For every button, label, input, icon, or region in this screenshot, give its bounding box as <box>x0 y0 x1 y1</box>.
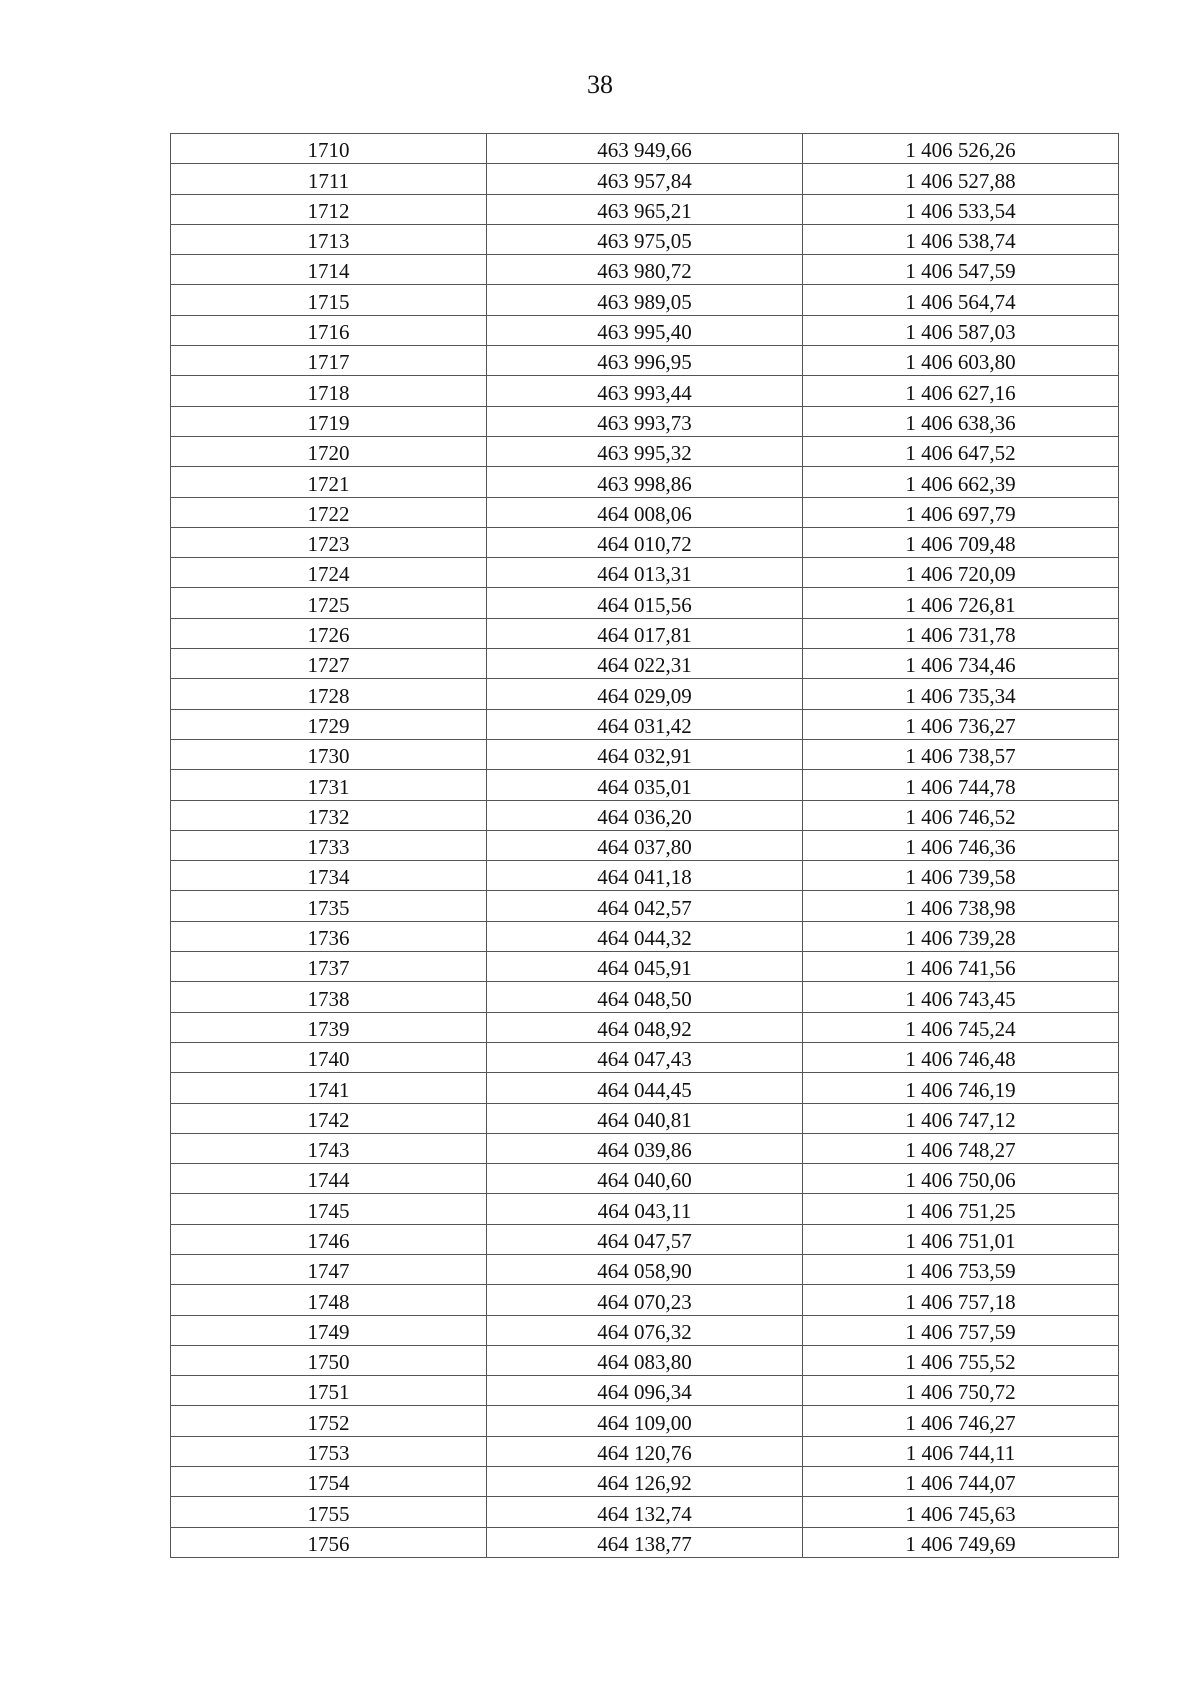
y-coordinate-cell: 1 406 587,03 <box>803 315 1119 345</box>
x-coordinate-cell: 464 120,76 <box>487 1436 803 1466</box>
table-row <box>171 952 1119 982</box>
table-row <box>171 1042 1119 1072</box>
y-coordinate-cell: 1 406 745,63 <box>803 1497 1119 1527</box>
y-coordinate-cell: 1 406 746,27 <box>803 1406 1119 1436</box>
point-number-cell: 1754 <box>171 1467 487 1497</box>
x-coordinate-cell: 464 043,11 <box>487 1194 803 1224</box>
y-coordinate-cell: 1 406 744,78 <box>803 770 1119 800</box>
point-number-cell: 1712 <box>171 194 487 224</box>
x-coordinate-cell: 464 096,34 <box>487 1376 803 1406</box>
point-number-cell: 1734 <box>171 861 487 891</box>
y-coordinate-cell: 1 406 746,52 <box>803 800 1119 830</box>
table-row <box>171 467 1119 497</box>
y-coordinate-cell: 1 406 538,74 <box>803 224 1119 254</box>
table-row <box>171 1345 1119 1375</box>
x-coordinate-cell: 463 993,44 <box>487 376 803 406</box>
y-coordinate-cell: 1 406 739,58 <box>803 861 1119 891</box>
table-row <box>171 770 1119 800</box>
table-row <box>171 194 1119 224</box>
table-row <box>171 346 1119 376</box>
table-row <box>171 436 1119 466</box>
point-number-cell: 1729 <box>171 709 487 739</box>
table-row <box>171 558 1119 588</box>
y-coordinate-cell: 1 406 747,12 <box>803 1103 1119 1133</box>
y-coordinate-cell: 1 406 744,11 <box>803 1436 1119 1466</box>
x-coordinate-cell: 464 044,45 <box>487 1073 803 1103</box>
point-number-cell: 1756 <box>171 1527 487 1557</box>
y-coordinate-cell: 1 406 662,39 <box>803 467 1119 497</box>
table-row <box>171 406 1119 436</box>
point-number-cell: 1745 <box>171 1194 487 1224</box>
point-number-cell: 1755 <box>171 1497 487 1527</box>
table-row <box>171 1194 1119 1224</box>
table-row <box>171 1073 1119 1103</box>
x-coordinate-cell: 464 039,86 <box>487 1133 803 1163</box>
y-coordinate-cell: 1 406 734,46 <box>803 649 1119 679</box>
table-row <box>171 830 1119 860</box>
point-number-cell: 1731 <box>171 770 487 800</box>
table-row <box>171 921 1119 951</box>
table-row <box>171 164 1119 194</box>
point-number-cell: 1726 <box>171 618 487 648</box>
x-coordinate-cell: 464 015,56 <box>487 588 803 618</box>
table-row <box>171 709 1119 739</box>
point-number-cell: 1749 <box>171 1315 487 1345</box>
x-coordinate-cell: 464 044,32 <box>487 921 803 951</box>
point-number-cell: 1719 <box>171 406 487 436</box>
point-number-cell: 1720 <box>171 436 487 466</box>
y-coordinate-cell: 1 406 647,52 <box>803 436 1119 466</box>
table-row <box>171 649 1119 679</box>
table-row <box>171 1133 1119 1163</box>
point-number-cell: 1735 <box>171 891 487 921</box>
y-coordinate-cell: 1 406 746,19 <box>803 1073 1119 1103</box>
point-number-cell: 1717 <box>171 346 487 376</box>
y-coordinate-cell: 1 406 726,81 <box>803 588 1119 618</box>
y-coordinate-cell: 1 406 746,48 <box>803 1042 1119 1072</box>
table-row <box>171 1436 1119 1466</box>
y-coordinate-cell: 1 406 627,16 <box>803 376 1119 406</box>
x-coordinate-cell: 463 989,05 <box>487 285 803 315</box>
y-coordinate-cell: 1 406 738,57 <box>803 739 1119 769</box>
coordinates-table <box>170 133 1119 1558</box>
y-coordinate-cell: 1 406 741,56 <box>803 952 1119 982</box>
table-row <box>171 134 1119 164</box>
table-row <box>171 1497 1119 1527</box>
y-coordinate-cell: 1 406 547,59 <box>803 255 1119 285</box>
x-coordinate-cell: 463 957,84 <box>487 164 803 194</box>
x-coordinate-cell: 463 995,40 <box>487 315 803 345</box>
point-number-cell: 1715 <box>171 285 487 315</box>
y-coordinate-cell: 1 406 746,36 <box>803 830 1119 860</box>
table-row <box>171 285 1119 315</box>
point-number-cell: 1721 <box>171 467 487 497</box>
x-coordinate-cell: 464 010,72 <box>487 527 803 557</box>
x-coordinate-cell: 463 998,86 <box>487 467 803 497</box>
page-number: 38 <box>587 70 613 99</box>
x-coordinate-cell: 464 076,32 <box>487 1315 803 1345</box>
y-coordinate-cell: 1 406 739,28 <box>803 921 1119 951</box>
table-row <box>171 315 1119 345</box>
point-number-cell: 1723 <box>171 527 487 557</box>
point-number-cell: 1741 <box>171 1073 487 1103</box>
table-row <box>171 739 1119 769</box>
x-coordinate-cell: 464 008,06 <box>487 497 803 527</box>
table-row <box>171 224 1119 254</box>
table-row <box>171 982 1119 1012</box>
table-row <box>171 800 1119 830</box>
table-row <box>171 1224 1119 1254</box>
table-row <box>171 527 1119 557</box>
x-coordinate-cell: 464 031,42 <box>487 709 803 739</box>
table-row <box>171 1012 1119 1042</box>
x-coordinate-cell: 463 995,32 <box>487 436 803 466</box>
y-coordinate-cell: 1 406 751,01 <box>803 1224 1119 1254</box>
point-number-cell: 1736 <box>171 921 487 951</box>
x-coordinate-cell: 464 045,91 <box>487 952 803 982</box>
point-number-cell: 1738 <box>171 982 487 1012</box>
y-coordinate-cell: 1 406 709,48 <box>803 527 1119 557</box>
point-number-cell: 1746 <box>171 1224 487 1254</box>
table-row <box>171 376 1119 406</box>
point-number-cell: 1739 <box>171 1012 487 1042</box>
x-coordinate-cell: 464 058,90 <box>487 1254 803 1284</box>
table-row <box>171 861 1119 891</box>
y-coordinate-cell: 1 406 750,06 <box>803 1164 1119 1194</box>
point-number-cell: 1751 <box>171 1376 487 1406</box>
y-coordinate-cell: 1 406 736,27 <box>803 709 1119 739</box>
point-number-cell: 1716 <box>171 315 487 345</box>
point-number-cell: 1748 <box>171 1285 487 1315</box>
point-number-cell: 1740 <box>171 1042 487 1072</box>
x-coordinate-cell: 463 975,05 <box>487 224 803 254</box>
point-number-cell: 1744 <box>171 1164 487 1194</box>
table-row <box>171 1164 1119 1194</box>
table-row <box>171 497 1119 527</box>
point-number-cell: 1710 <box>171 134 487 164</box>
y-coordinate-cell: 1 406 720,09 <box>803 558 1119 588</box>
point-number-cell: 1732 <box>171 800 487 830</box>
x-coordinate-cell: 464 022,31 <box>487 649 803 679</box>
y-coordinate-cell: 1 406 755,52 <box>803 1345 1119 1375</box>
y-coordinate-cell: 1 406 745,24 <box>803 1012 1119 1042</box>
point-number-cell: 1728 <box>171 679 487 709</box>
x-coordinate-cell: 464 109,00 <box>487 1406 803 1436</box>
point-number-cell: 1742 <box>171 1103 487 1133</box>
x-coordinate-cell: 464 041,18 <box>487 861 803 891</box>
y-coordinate-cell: 1 406 697,79 <box>803 497 1119 527</box>
point-number-cell: 1713 <box>171 224 487 254</box>
point-number-cell: 1737 <box>171 952 487 982</box>
y-coordinate-cell: 1 406 738,98 <box>803 891 1119 921</box>
table-row <box>171 588 1119 618</box>
table-row <box>171 1406 1119 1436</box>
x-coordinate-cell: 464 017,81 <box>487 618 803 648</box>
point-number-cell: 1722 <box>171 497 487 527</box>
x-coordinate-cell: 464 040,81 <box>487 1103 803 1133</box>
point-number-cell: 1724 <box>171 558 487 588</box>
table-row <box>171 1315 1119 1345</box>
y-coordinate-cell: 1 406 749,69 <box>803 1527 1119 1557</box>
y-coordinate-cell: 1 406 533,54 <box>803 194 1119 224</box>
y-coordinate-cell: 1 406 527,88 <box>803 164 1119 194</box>
x-coordinate-cell: 463 993,73 <box>487 406 803 436</box>
x-coordinate-cell: 464 032,91 <box>487 739 803 769</box>
x-coordinate-cell: 463 996,95 <box>487 346 803 376</box>
y-coordinate-cell: 1 406 743,45 <box>803 982 1119 1012</box>
point-number-cell: 1752 <box>171 1406 487 1436</box>
table-row <box>171 1376 1119 1406</box>
table-row <box>171 891 1119 921</box>
x-coordinate-cell: 464 040,60 <box>487 1164 803 1194</box>
x-coordinate-cell: 464 035,01 <box>487 770 803 800</box>
point-number-cell: 1725 <box>171 588 487 618</box>
x-coordinate-cell: 464 029,09 <box>487 679 803 709</box>
point-number-cell: 1714 <box>171 255 487 285</box>
y-coordinate-cell: 1 406 750,72 <box>803 1376 1119 1406</box>
point-number-cell: 1747 <box>171 1254 487 1284</box>
x-coordinate-cell: 463 949,66 <box>487 134 803 164</box>
y-coordinate-cell: 1 406 757,18 <box>803 1285 1119 1315</box>
x-coordinate-cell: 464 048,50 <box>487 982 803 1012</box>
point-number-cell: 1718 <box>171 376 487 406</box>
table-row <box>171 618 1119 648</box>
point-number-cell: 1730 <box>171 739 487 769</box>
table-row <box>171 1467 1119 1497</box>
point-number-cell: 1733 <box>171 830 487 860</box>
x-coordinate-cell: 464 013,31 <box>487 558 803 588</box>
x-coordinate-cell: 464 048,92 <box>487 1012 803 1042</box>
x-coordinate-cell: 464 037,80 <box>487 830 803 860</box>
x-coordinate-cell: 463 965,21 <box>487 194 803 224</box>
table-row <box>171 1254 1119 1284</box>
table-row <box>171 679 1119 709</box>
point-number-cell: 1743 <box>171 1133 487 1163</box>
table-row <box>171 255 1119 285</box>
point-number-cell: 1750 <box>171 1345 487 1375</box>
y-coordinate-cell: 1 406 751,25 <box>803 1194 1119 1224</box>
y-coordinate-cell: 1 406 731,78 <box>803 618 1119 648</box>
x-coordinate-cell: 464 036,20 <box>487 800 803 830</box>
y-coordinate-cell: 1 406 603,80 <box>803 346 1119 376</box>
table-row <box>171 1527 1119 1557</box>
coordinates-table-body <box>171 134 1119 1558</box>
x-coordinate-cell: 464 070,23 <box>487 1285 803 1315</box>
table-row <box>171 1285 1119 1315</box>
y-coordinate-cell: 1 406 757,59 <box>803 1315 1119 1345</box>
point-number-cell: 1753 <box>171 1436 487 1466</box>
y-coordinate-cell: 1 406 638,36 <box>803 406 1119 436</box>
y-coordinate-cell: 1 406 564,74 <box>803 285 1119 315</box>
x-coordinate-cell: 464 042,57 <box>487 891 803 921</box>
x-coordinate-cell: 464 047,57 <box>487 1224 803 1254</box>
x-coordinate-cell: 464 138,77 <box>487 1527 803 1557</box>
y-coordinate-cell: 1 406 526,26 <box>803 134 1119 164</box>
y-coordinate-cell: 1 406 744,07 <box>803 1467 1119 1497</box>
x-coordinate-cell: 464 047,43 <box>487 1042 803 1072</box>
y-coordinate-cell: 1 406 748,27 <box>803 1133 1119 1163</box>
table-row <box>171 1103 1119 1133</box>
x-coordinate-cell: 464 126,92 <box>487 1467 803 1497</box>
x-coordinate-cell: 464 132,74 <box>487 1497 803 1527</box>
point-number-cell: 1727 <box>171 649 487 679</box>
point-number-cell: 1711 <box>171 164 487 194</box>
y-coordinate-cell: 1 406 735,34 <box>803 679 1119 709</box>
x-coordinate-cell: 464 083,80 <box>487 1345 803 1375</box>
x-coordinate-cell: 463 980,72 <box>487 255 803 285</box>
y-coordinate-cell: 1 406 753,59 <box>803 1254 1119 1284</box>
